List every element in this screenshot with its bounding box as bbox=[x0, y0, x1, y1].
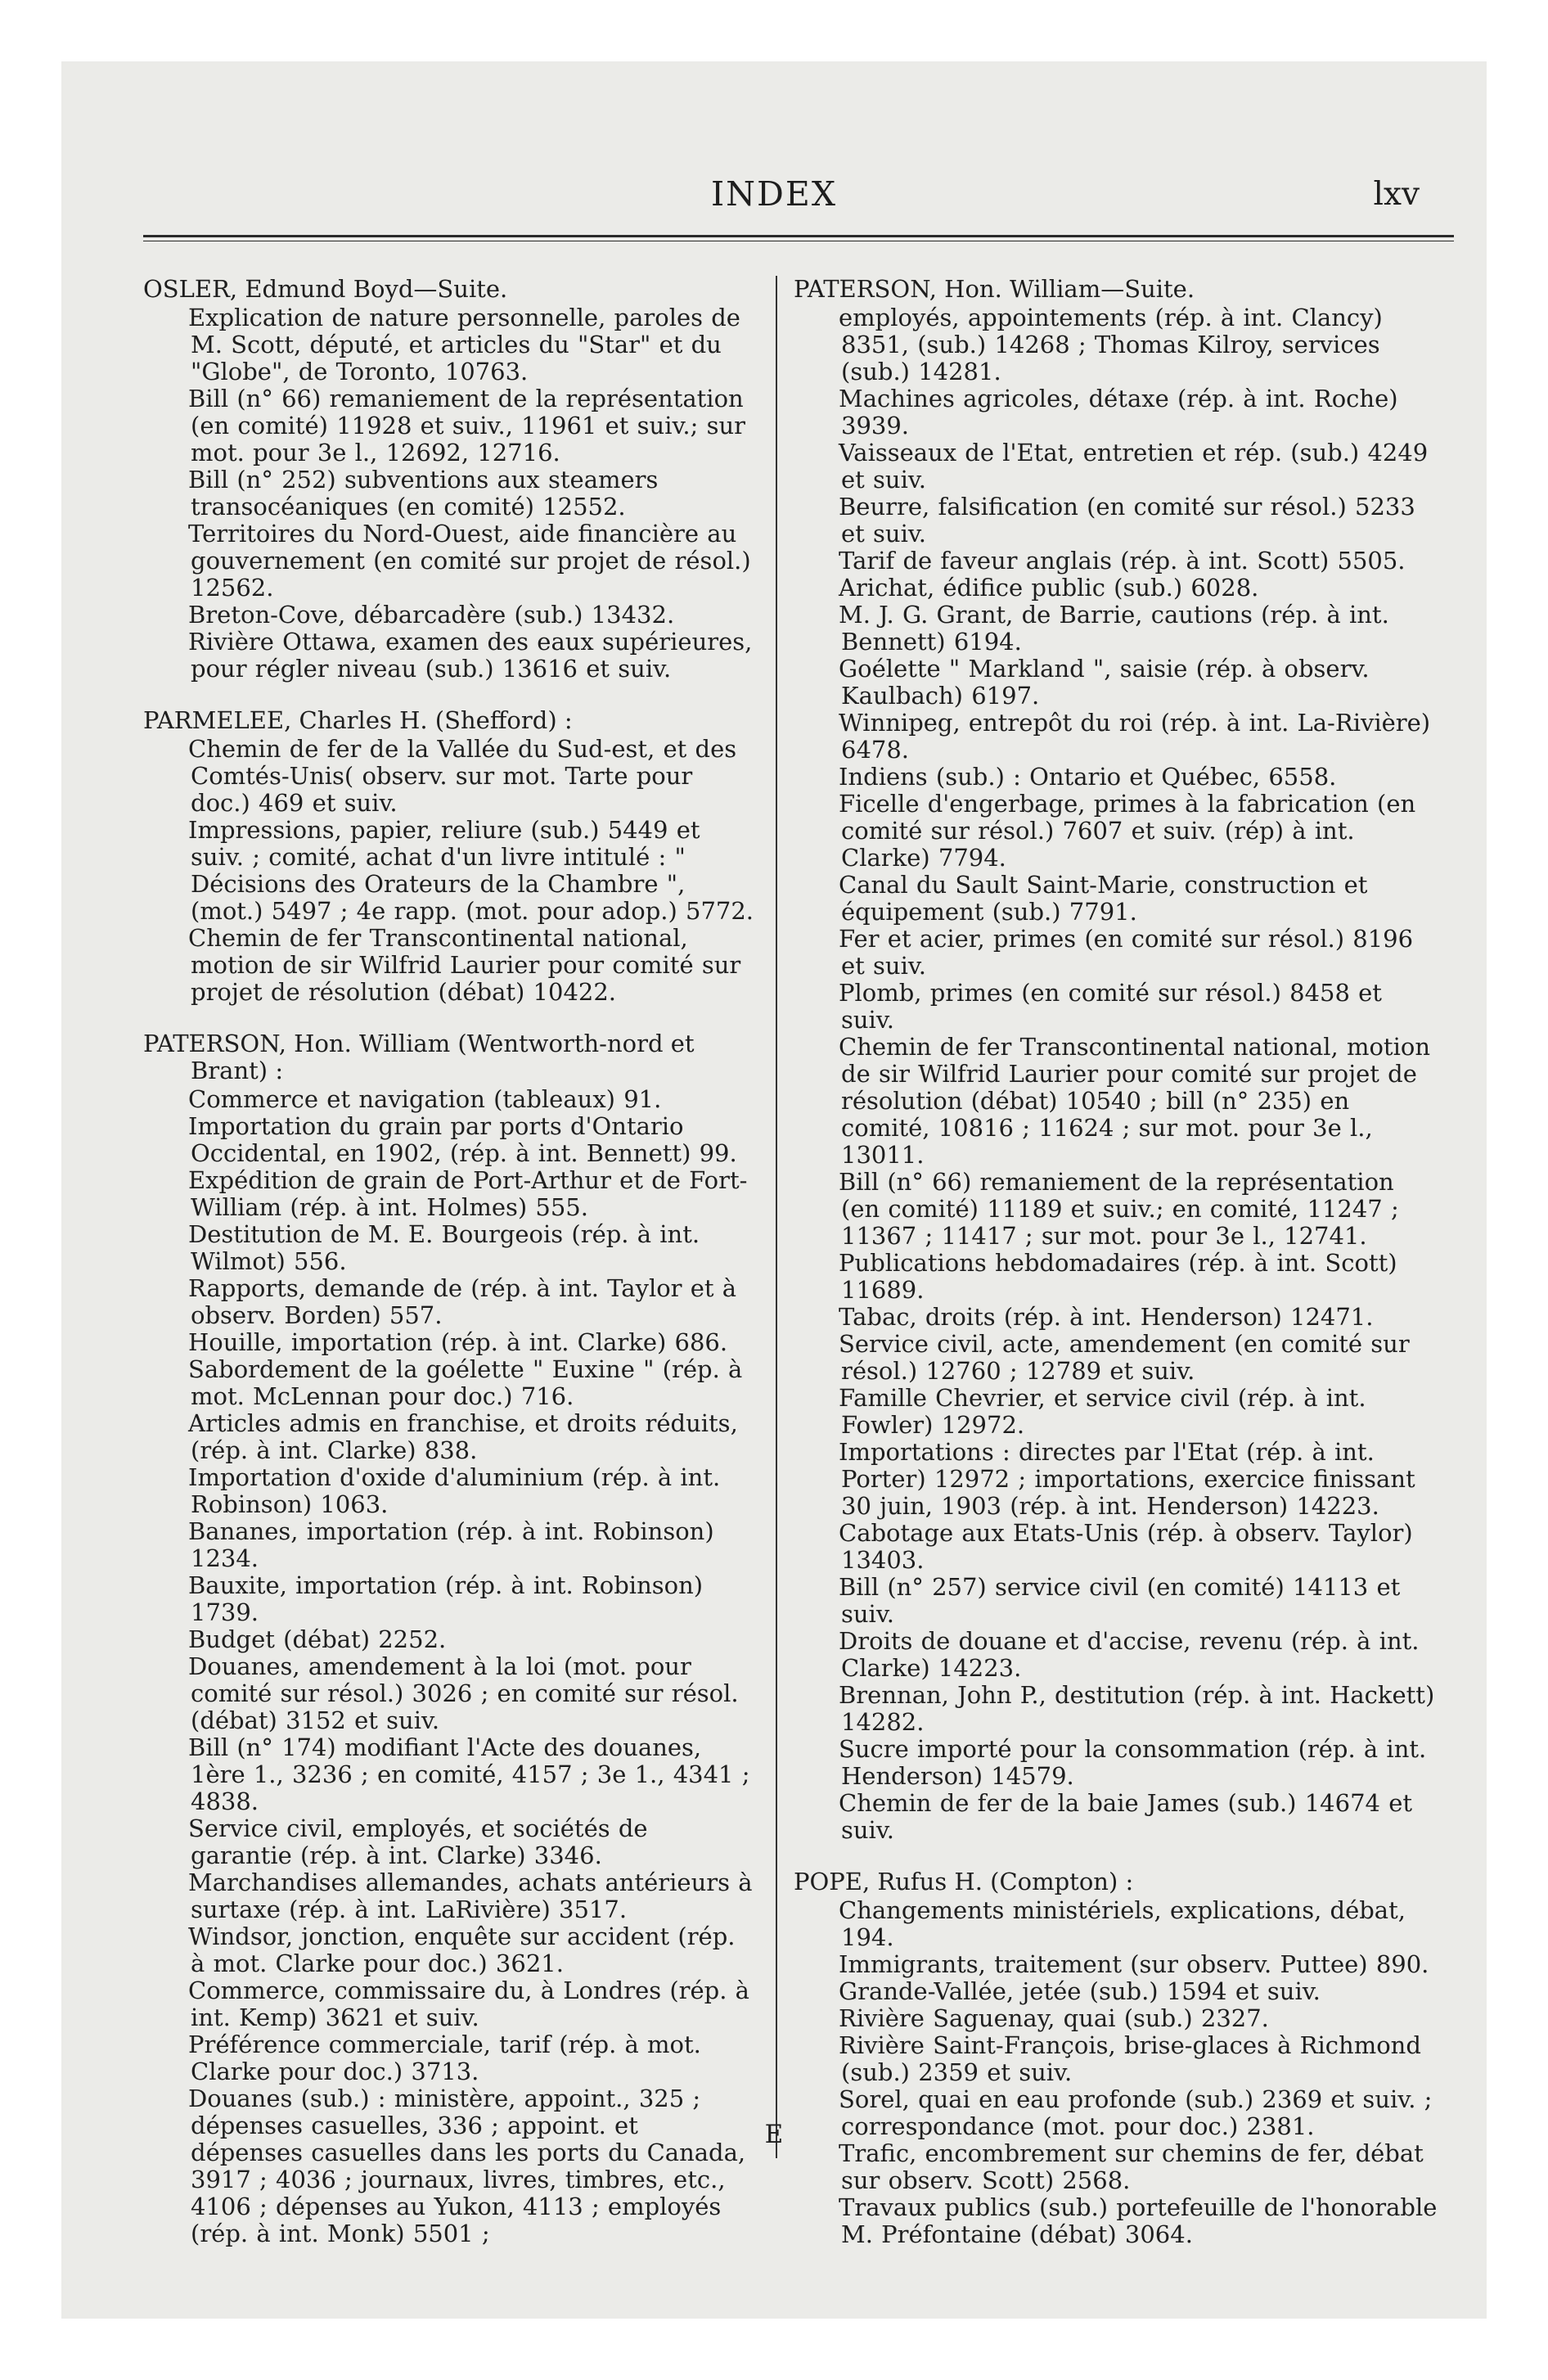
index-entry: Sucre importé pour la consommation (rép. à int. Henderson) 14579. bbox=[839, 1735, 1427, 1790]
index-section bbox=[143, 707, 757, 1006]
index-entry: Rapports, demande de (rép. à int. Taylor et à observ. Borden) 557. bbox=[188, 1274, 737, 1329]
index-entry: Machines agricoles, détaxe (rép. à int. Roche) 3939. bbox=[839, 385, 1398, 439]
index-entry: Famille Chevrier, et service civil (rép. à int. Fowler) 12972. bbox=[839, 1384, 1366, 1439]
index-entry: Trafic, encombrement sur chemins de fer, débat sur observ. Scott) 2568. bbox=[839, 2139, 1424, 2194]
index-entry: Canal du Sault Saint-Marie, construction et équipement (sub.) 7791. bbox=[839, 871, 1368, 926]
index-entry: Publications hebdomadaires (rép. à int. Scott) 11689. bbox=[839, 1249, 1397, 1304]
index-entry: Chemin de fer Transcontinental national, motion de sir Wilfrid Laurier pour comité sur projet de résolution (débat) 10540 ; bill (n° 235) en comité, 10816 ; 11624 ; sur mot. pour 3e l., 13011. bbox=[839, 1033, 1430, 1169]
index-entry: Service civil, acte, amendement (en comité sur résol.) 12760 ; 12789 et suiv. bbox=[839, 1330, 1410, 1385]
index-entry: Bill (n° 174) modifiant l'Acte des douanes, 1ère 1., 3236 ; en comité, 4157 ; 3e 1., 4341 ; 4838. bbox=[188, 1733, 750, 1815]
index-entry: Rivière Saint-François, brise-glaces à Richmond (sub.) 2359 et suiv. bbox=[839, 2031, 1421, 2086]
book-page bbox=[61, 61, 1487, 2319]
index-entry: Articles admis en franchise, et droits réduits, (rép. à int. Clarke) 838. bbox=[188, 1409, 738, 1464]
index-entry: Explication de nature personnelle, paroles de M. Scott, député, et articles du "Star" et du "Globe", de Toronto, 10763. bbox=[188, 304, 740, 385]
index-entry: Service civil, employés, et sociétés de garantie (rép. à int. Clarke) 3346. bbox=[188, 1814, 648, 1869]
index-entry: Beurre, falsification (en comité sur résol.) 5233 et suiv. bbox=[839, 493, 1415, 548]
index-entry: Chemin de fer Transcontinental national, motion de sir Wilfrid Laurier pour comité sur projet de résolution (débat) 10422. bbox=[188, 924, 741, 1006]
index-entry: Sabordement de la goélette " Euxine " (rép. à mot. McLennan pour doc.) 716. bbox=[188, 1355, 743, 1410]
index-entry: Bill (n° 66) remaniement de la représentation (en comité) 11189 et suiv.; en comité, 11247 ; 11367 ; 11417 ; sur mot. pour 3e l., 12741. bbox=[839, 1168, 1399, 1250]
index-heading: OSLER, Edmund Boyd—Suite. bbox=[143, 275, 508, 303]
index-section bbox=[143, 276, 757, 683]
index-entry: Bill (n° 257) service civil (en comité) 14113 et suiv. bbox=[839, 1573, 1401, 1628]
left-column bbox=[143, 276, 757, 2247]
right-column bbox=[794, 276, 1440, 2248]
page-number: lxv bbox=[1373, 176, 1420, 213]
signature-mark: E bbox=[764, 2120, 784, 2149]
index-entry: Bananes, importation (rép. à int. Robinson) 1234. bbox=[188, 1517, 714, 1572]
index-entry: employés, appointements (rép. à int. Clancy) 8351, (sub.) 14268 ; Thomas Kilroy, services (sub.) 14281. bbox=[839, 304, 1383, 385]
index-entry: M. J. G. Grant, de Barrie, cautions (rép. à int. Bennett) 6194. bbox=[839, 601, 1389, 656]
index-entry: Bauxite, importation (rép. à int. Robinson) 1739. bbox=[188, 1571, 704, 1626]
index-entry: Tabac, droits (rép. à int. Henderson) 12471. bbox=[839, 1303, 1374, 1331]
running-title: INDEX bbox=[710, 174, 838, 214]
index-heading: POPE, Rufus H. (Compton) : bbox=[794, 1868, 1134, 1895]
index-entry: Travaux publics (sub.) portefeuille de l'honorable M. Préfontaine (débat) 3064. bbox=[839, 2193, 1438, 2248]
index-entry: Sorel, quai en eau profonde (sub.) 2369 et suiv. ; correspondance (mot. pour doc.) 2381. bbox=[839, 2085, 1433, 2140]
header-rule-thick bbox=[143, 235, 1454, 237]
index-entry: Destitution de M. E. Bourgeois (rép. à int. Wilmot) 556. bbox=[188, 1220, 700, 1275]
index-entry: Breton-Cove, débarcadère (sub.) 13432. bbox=[188, 601, 675, 629]
index-entry: Expédition de grain de Port-Arthur et de Fort-William (rép. à int. Holmes) 555. bbox=[188, 1166, 748, 1221]
index-entry: Ficelle d'engerbage, primes à la fabrication (en comité sur résol.) 7607 et suiv. (rép) à int. Clarke) 7794. bbox=[839, 790, 1416, 872]
index-entry: Importations : directes par l'Etat (rép. à int. Porter) 12972 ; importations, exercice finissant 30 juin, 1903 (rép. à int. Henderson) 14223. bbox=[839, 1438, 1415, 1520]
index-section bbox=[794, 1868, 1440, 2248]
index-entry: Douanes (sub.) : ministère, appoint., 325 ; dépenses casuelles, 336 ; appoint. et dépenses casuelles dans les ports du Canada, 3917 ; 4036 ; journaux, livres, timbres, etc., 4106 ; dépenses au Yukon, 4113 ; employés (rép. à int. Monk) 5501 ; bbox=[188, 2085, 746, 2247]
index-section bbox=[794, 276, 1440, 1844]
index-entry: Commerce et navigation (tableaux) 91. bbox=[188, 1085, 662, 1113]
index-entry: Rivière Ottawa, examen des eaux supérieures, pour régler niveau (sub.) 13616 et suiv. bbox=[188, 628, 753, 683]
index-entry: Droits de douane et d'accise, revenu (rép. à int. Clarke) 14223. bbox=[839, 1627, 1420, 1682]
index-entry: Chemin de fer de la Vallée du Sud-est, et des Comtés-Unis( observ. sur mot. Tarte pour doc.) 469 et suiv. bbox=[188, 735, 737, 817]
index-entry: Commerce, commissaire du, à Londres (rép. à int. Kemp) 3621 et suiv. bbox=[188, 1977, 749, 2031]
index-entry: Fer et acier, primes (en comité sur résol.) 8196 et suiv. bbox=[839, 925, 1414, 980]
index-entry: Chemin de fer de la baie James (sub.) 14674 et suiv. bbox=[839, 1789, 1413, 1844]
index-entry: Houille, importation (rép. à int. Clarke) 686. bbox=[188, 1328, 728, 1356]
index-entry: Importation d'oxide d'aluminium (rép. à int. Robinson) 1063. bbox=[188, 1463, 721, 1518]
index-heading: PATERSON, Hon. William (Wentworth-nord et Brant) : bbox=[143, 1030, 695, 1084]
index-entry: Marchandises allemandes, achats antérieurs à surtaxe (rép. à int. LaRivière) 3517. bbox=[188, 1868, 753, 1923]
index-entry: Impressions, papier, reliure (sub.) 5449 et suiv. ; comité, achat d'un livre intitulé : " Décisions des Orateurs de la Chambre ", (mot.) 5497 ; 4e rapp. (mot. pour adop.) 5772. bbox=[188, 816, 754, 925]
index-entry: Rivière Saguenay, quai (sub.) 2327. bbox=[839, 2004, 1269, 2032]
index-section bbox=[143, 1030, 757, 2247]
index-entry: Bill (n° 252) subventions aux steamers transocéaniques (en comité) 12552. bbox=[188, 466, 659, 521]
index-entry: Tarif de faveur anglais (rép. à int. Scott) 5505. bbox=[839, 547, 1406, 575]
index-entry: Grande-Vallée, jetée (sub.) 1594 et suiv. bbox=[839, 1977, 1321, 2005]
index-entry: Bill (n° 66) remaniement de la représentation (en comité) 11928 et suiv., 11961 et suiv.; sur mot. pour 3e l., 12692, 12716. bbox=[188, 385, 746, 467]
index-heading: PARMELEE, Charles H. (Shefford) : bbox=[143, 706, 573, 734]
index-entry: Douanes, amendement à la loi (mot. pour comité sur résol.) 3026 ; en comité sur résol. (débat) 3152 et suiv. bbox=[188, 1652, 739, 1734]
index-entry: Goélette " Markland ", saisie (rép. à observ. Kaulbach) 6197. bbox=[839, 655, 1370, 710]
page-header bbox=[61, 61, 1487, 241]
index-entry: Immigrants, traitement (sur observ. Puttee) 890. bbox=[839, 1950, 1429, 1978]
column-divider bbox=[776, 276, 777, 2158]
index-entry: Plomb, primes (en comité sur résol.) 8458 et suiv. bbox=[839, 979, 1382, 1034]
index-entry: Territoires du Nord-Ouest, aide financière au gouvernement (en comité sur projet de résol.) 12562. bbox=[188, 520, 751, 602]
index-entry: Budget (débat) 2252. bbox=[188, 1625, 447, 1653]
index-entry: Changements ministériels, explications, débat, 194. bbox=[839, 1896, 1406, 1951]
index-entry: Importation du grain par ports d'Ontario Occidental, en 1902, (rép. à int. Bennett) 99. bbox=[188, 1112, 737, 1167]
index-entry: Winnipeg, entrepôt du roi (rép. à int. La-Rivière) 6478. bbox=[839, 709, 1431, 764]
index-entry: Indiens (sub.) : Ontario et Québec, 6558. bbox=[839, 763, 1337, 791]
index-entry: Brennan, John P., destitution (rép. à int. Hackett) 14282. bbox=[839, 1681, 1435, 1736]
index-entry: Préférence commerciale, tarif (rép. à mot. Clarke pour doc.) 3713. bbox=[188, 2031, 701, 2085]
index-entry: Arichat, édifice public (sub.) 6028. bbox=[839, 574, 1259, 602]
index-entry: Windsor, jonction, enquête sur accident (rép. à mot. Clarke pour doc.) 3621. bbox=[188, 1922, 736, 1977]
index-entry: Vaisseaux de l'Etat, entretien et rép. (sub.) 4249 et suiv. bbox=[839, 439, 1429, 494]
index-entry: Cabotage aux Etats-Unis (rép. à observ. Taylor) 13403. bbox=[839, 1519, 1413, 1574]
index-heading: PATERSON, Hon. William—Suite. bbox=[794, 275, 1195, 303]
